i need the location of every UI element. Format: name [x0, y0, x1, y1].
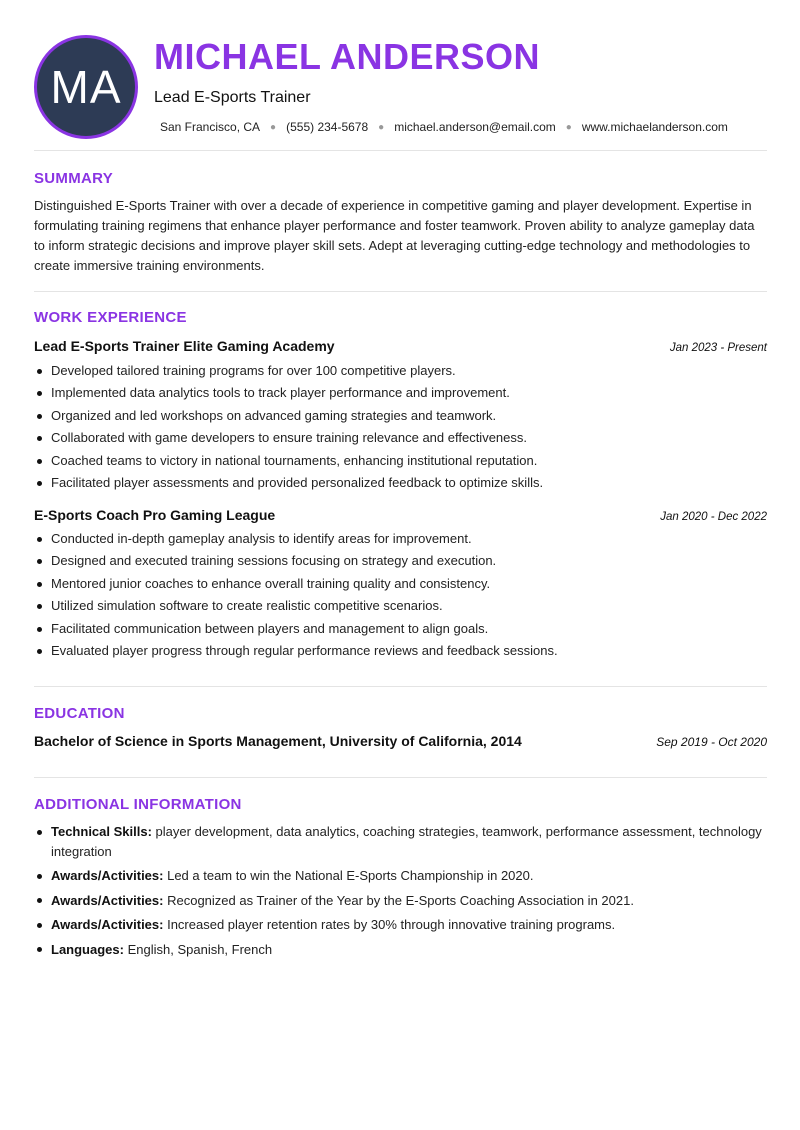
summary-heading: SUMMARY [34, 170, 114, 187]
education-degree: Bachelor of Science in Sports Management, University of California, 2014 [34, 733, 522, 749]
item-text: player development, data analytics, coaching strategies, teamwork, performance assessment, technology integration [51, 824, 762, 859]
education-entry [34, 733, 767, 749]
job-bullets [34, 528, 767, 662]
experience-heading: WORK EXPERIENCE [34, 309, 187, 326]
item-text: English, Spanish, French [127, 941, 273, 957]
item-label: Awards/Activities: [51, 892, 164, 908]
job-dates: Jan 2023 - Present [669, 342, 767, 354]
list-item [34, 866, 767, 886]
list-item [34, 822, 767, 861]
list-item: Evaluated player progress through regular performance reviews and feedback sessions. [34, 640, 767, 662]
candidate-title: Lead E-Sports Trainer [154, 89, 311, 106]
contact-email: michael.anderson@email.com [394, 120, 556, 134]
list-item: Mentored junior coaches to enhance overall training quality and consistency. [34, 573, 767, 595]
education-heading: EDUCATION [34, 705, 125, 722]
item-label: Languages: [51, 941, 124, 957]
contact-website: www.michaelanderson.com [581, 120, 728, 134]
item-text: Led a team to win the National E-Sports Championship in 2020. [167, 868, 534, 883]
contact-info [160, 120, 728, 134]
list-item: Utilized simulation software to create realistic competitive scenarios. [34, 595, 767, 617]
list-item [34, 891, 767, 911]
list-item: Developed tailored training programs for over 100 competitive players. [34, 360, 767, 382]
section-divider [34, 686, 767, 687]
item-label: Technical Skills: [51, 824, 152, 839]
list-item: Organized and led workshops on advanced gaming strategies and teamwork. [34, 405, 767, 427]
education-dates: Sep 2019 - Oct 2020 [656, 735, 767, 749]
summary-text: Distinguished E-Sports Trainer with over a decade of experience in competitive gaming and player development. Expertise in formulating training regimens that enhance player performance and foster teamwork. Proven ability to analyze gameplay data to inform strategic decisions and improve player skill sets. Adept at leveraging cutting-edge technology and methodologies to create immersive training environments. [34, 198, 755, 273]
item-text: Increased player retention rates by 30% through innovative training programs. [167, 917, 616, 932]
list-item: Facilitated communication between players and management to align goals. [34, 618, 767, 640]
list-item: Designed and executed training sessions focusing on strategy and execution. [34, 550, 767, 572]
additional-list [34, 822, 767, 964]
job-role: Lead E-Sports Trainer Elite Gaming Academy [34, 338, 335, 354]
resume-header [0, 0, 800, 150]
list-item [34, 915, 767, 935]
separator-dot-icon: ● [270, 121, 277, 133]
contact-phone: (555) 234-5678 [286, 120, 369, 134]
list-item: Conducted in-depth gameplay analysis to identify areas for improvement. [34, 528, 767, 550]
item-text: Recognized as Trainer of the Year by the E-Sports Coaching Association in 2021. [167, 892, 634, 908]
list-item: Facilitated player assessments and provided personalized feedback to optimize skills. [34, 472, 767, 494]
job-dates: Jan 2020 - Dec 2022 [660, 511, 767, 523]
list-item: Implemented data analytics tools to track player performance and improvement. [34, 382, 767, 404]
item-label: Awards/Activities: [51, 868, 164, 883]
additional-heading: ADDITIONAL INFORMATION [34, 796, 242, 813]
list-item: Collaborated with game developers to ensure training relevance and effectiveness. [34, 427, 767, 449]
job-header [34, 338, 767, 354]
section-divider [34, 291, 767, 292]
avatar [34, 35, 138, 139]
job-role: E-Sports Coach Pro Gaming League [34, 507, 276, 523]
list-item: Coached teams to victory in national tournaments, enhancing institutional reputation. [34, 450, 767, 472]
list-item [34, 940, 767, 960]
separator-dot-icon: ● [565, 121, 572, 133]
job-header [34, 507, 767, 523]
job-bullets [34, 360, 767, 494]
item-label: Awards/Activities: [51, 917, 164, 932]
section-divider [34, 150, 767, 151]
section-divider [34, 777, 767, 778]
avatar-initials: MA [50, 61, 122, 113]
contact-location: San Francisco, CA [160, 120, 261, 134]
separator-dot-icon: ● [378, 121, 385, 133]
candidate-name: MICHAEL ANDERSON [154, 36, 541, 77]
